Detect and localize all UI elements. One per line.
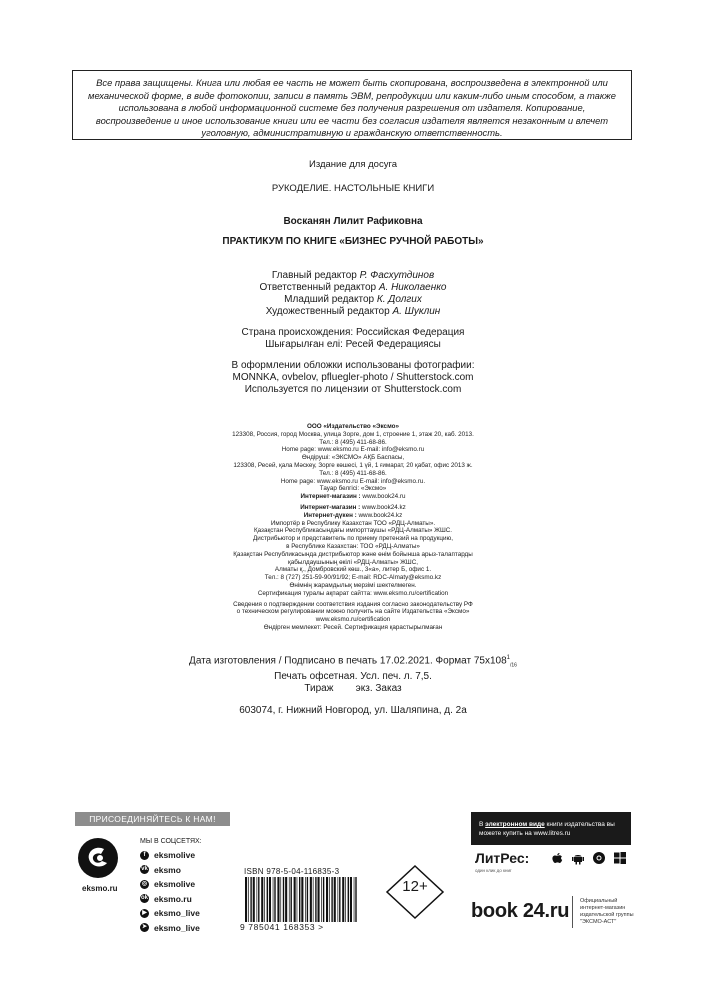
divider [572, 896, 573, 928]
instagram-icon: ◎ [141, 880, 148, 887]
imprint-line [110, 512, 596, 520]
eksmo-logo-icon [78, 836, 118, 880]
imprint-line: Өндірген мемлекет: Ресей. Сертификация қарастырылмаған [263, 623, 443, 631]
book-title: ПРАКТИКУМ ПО КНИГЕ «БИЗНЕС РУЧНОЙ РАБОТЫ» [222, 236, 484, 247]
youtube-icon: ▶ [140, 909, 149, 918]
origin-block [0, 327, 706, 351]
print-info [0, 652, 706, 717]
credit-role: Главный редактор [271, 270, 357, 281]
imprint-line: Қазақстан Республикасындағы импорттаушы «РДЦ-Алматы» ЖШС. [253, 527, 453, 535]
publisher-imprint [110, 423, 596, 635]
credit-line [0, 294, 706, 306]
barcode-bar [250, 877, 251, 922]
barcode-bar [291, 877, 292, 922]
credit-line [0, 270, 706, 282]
credit-person: А. Николаенко [378, 282, 447, 293]
imprint-line: в Республике Казахстан: ТОО «РДЦ-Алматы» [286, 542, 420, 550]
litres-banner[interactable] [471, 812, 631, 845]
copyright-notice: Все права защищены. Книга или любая ее часть не может быть скопирована, воспроизведена в электронной или механической форме, в виде фотокопии, записи в память ЭВМ, репродукции или каким-либо иным способом, а также использована в любой информационной системе без получения разрешения от издателя. Копирование, воспроизведение и иное использование книги или ее части без согласия издателя является незаконным и влечет уголовную, административную и гражданскую ответственность. [72, 70, 632, 140]
litres-link[interactable]: электронном виде [485, 821, 545, 828]
photo-credits [0, 360, 706, 396]
litres-tagline: один клик до книг [475, 868, 512, 873]
barcode-bar [321, 877, 322, 922]
photo-credit-line: Используется по лицензии от Shutterstock.com [244, 384, 462, 395]
facebook-icon: f [140, 851, 149, 860]
credit-person: Р. Фасхутдинов [359, 270, 435, 281]
imprint-line [110, 493, 596, 501]
barcode-bar [261, 877, 263, 922]
barcode-bar [307, 877, 308, 922]
social-link[interactable] [140, 923, 200, 933]
imprint-label: Интернет-магазин : [300, 493, 361, 501]
barcode-bar [258, 877, 259, 922]
imprint-value: www.book24.kz [360, 503, 406, 511]
imprint-line: Өнімнің жарамдылық мерзімі шектелмеген. [289, 581, 417, 589]
social-handle: eksmo [154, 864, 181, 875]
print-date: Дата изготовления / Подписано в печать 17.02.2021. Формат 75x108 [189, 655, 507, 667]
imprint-line: Алматы қ., Домбровский көш., 3«а», литер Б, офис 1. [274, 566, 432, 574]
ok-icon: ok [140, 895, 148, 901]
barcode-bar [315, 877, 316, 922]
barcode-bar [329, 877, 330, 922]
imprint-spacer [110, 632, 596, 635]
barcode-bar [274, 877, 275, 922]
credit-line [0, 282, 706, 294]
barcode-bar [301, 877, 303, 922]
barcode-bar [350, 877, 352, 922]
android-icon [571, 851, 585, 865]
credit-role: Младший редактор [284, 294, 375, 305]
imprint-line: Қазақстан Республикасында дистрибьютор және өнім бойынша арыз-талаптарды [233, 550, 473, 558]
windows-icon [613, 851, 627, 865]
social-link[interactable] [140, 894, 192, 904]
origin-ru: Страна происхождения: Российская Федерация [241, 327, 465, 338]
imprint-line: ООО «Издательство «Эксмо» [306, 423, 399, 430]
imprint-line: www.eksmo.ru/certification [315, 616, 391, 624]
imprint-line: 123308, Ресей, қала Мәскеу, Зорге көшесі, 1 үй, 1 ғимарат, 20 қабат, офис 2013 ж. [233, 461, 473, 469]
apple-icon [550, 851, 564, 865]
barcode-icon [244, 877, 358, 922]
author-name: Восканян Лилит Рафиковна [283, 216, 423, 227]
barcode-bar [253, 877, 255, 922]
social-link[interactable] [140, 850, 195, 860]
barcode-bar [338, 877, 339, 922]
imprint-line: Home page: www.eksmo.ru E-mail: info@eksmo.ru. [280, 477, 426, 485]
credits-block [0, 270, 706, 318]
origin-kz: Шығарылған елі: Ресей Федерациясы [265, 339, 441, 350]
imprint-line: Дистрибьютор и представитель по приему претензий на продукцию, [253, 535, 453, 543]
barcode-bar [354, 877, 355, 922]
barcode-bar [297, 877, 298, 922]
credit-line [0, 306, 706, 318]
imprint-line [110, 504, 596, 512]
barcode-bar [283, 877, 284, 922]
barcode-bar [273, 877, 274, 922]
barcode-bar [299, 877, 300, 922]
photo-credit-line: В оформлении обложки использованы фотографии: [231, 360, 475, 371]
barcode-bar [334, 877, 336, 922]
printer-address: 603074, г. Нижний Новгород, ул. Шаляпина, д. 2а [239, 705, 467, 717]
telegram-icon: ➤ [141, 924, 148, 930]
credit-role: Художественный редактор [265, 306, 390, 317]
barcode-bar [355, 877, 356, 922]
imprint-line: Сведения о подтверждении соответствия издания согласно законодательству РФ [233, 600, 473, 608]
barcode-bar [280, 877, 281, 922]
social-handle: eksmolive [154, 850, 196, 860]
series-title: РУКОДЕЛИЕ. НАСТОЛЬНЫЕ КНИГИ [271, 183, 435, 194]
imprint-line: 123308, Россия, город Москва, улица Зорге, дом 1, строение 1, этаж 20, каб. 2013. [232, 430, 474, 438]
barcode-bar [294, 877, 296, 922]
credit-person: А. Шуклин [392, 306, 441, 317]
book24-note: Официальный интернет-магазин издательской группы "ЭКСМО-АСТ" [580, 898, 634, 925]
barcode-bar [318, 877, 320, 922]
social-link[interactable] [140, 865, 181, 875]
imprint-label: Интернет-дүкен : [303, 511, 357, 519]
barcode-bar [248, 877, 249, 922]
imprint-line: Сертификация туралы ақпарат сайтта: www.eksmo.ru/certification [257, 589, 449, 597]
social-title: МЫ В СОЦСЕТЯХ: [140, 838, 202, 845]
barcode-bar [339, 877, 340, 922]
social-handle: eksmo.ru [154, 893, 192, 904]
vk-icon: vk [141, 866, 148, 872]
imprint-line: Тел.: 8 (495) 411-68-86. [319, 438, 387, 446]
barcode-bar [313, 877, 314, 922]
credit-person: К. Долгих [376, 294, 422, 305]
barcode-bar [345, 877, 346, 922]
imprint-value: www.book24.ru [360, 493, 406, 501]
social-link[interactable] [140, 879, 195, 889]
credit-role: Ответственный редактор [259, 282, 377, 293]
browser-icon [592, 851, 606, 865]
print-type: Печать офсетная. Усл. печ. л. 7,5. [274, 671, 432, 683]
barcode-digits: 9 785041 168353 > [240, 922, 324, 932]
barcode-bar [264, 877, 265, 922]
barcode-bar [257, 877, 258, 922]
format-sub: /16 [509, 662, 517, 669]
photo-credit-line: MONNKA, ovbelov, pfluegler-photo / Shutterstock.com [232, 372, 474, 383]
book24-logo[interactable]: book 24.ru [471, 900, 570, 922]
age-rating: 12+ [402, 878, 428, 895]
barcode-bar [348, 877, 349, 922]
litres-text-post: книги издательства вы можете купить на www.litres.ru [479, 821, 615, 837]
social-link[interactable] [140, 908, 200, 918]
edition-type: Издание для досуга [308, 159, 397, 170]
imprint-line: Home page: www.eksmo.ru E-mail: info@eksmo.ru [281, 446, 425, 454]
barcode-bar [267, 877, 268, 922]
social-handle: eksmo_live [154, 922, 200, 933]
imprint-line: о техническом регулировании можно получить на сайте Издательства «Эксмо» [236, 608, 470, 616]
imprint-line: Импортёр в Республику Казахстан ТОО «РДЦ-Алматы». [270, 519, 436, 527]
barcode-bar [269, 877, 271, 922]
imprint-value: www.book24.kz [356, 511, 403, 519]
imprint-line: Тауар белгісі: «Эксмо» [319, 485, 387, 493]
social-handle: eksmo_live [154, 908, 200, 918]
barcode-bar [245, 877, 247, 922]
format-sup: 1 [506, 655, 510, 661]
barcode-bar [323, 877, 324, 922]
imprint-label: Интернет-магазин : [300, 503, 361, 511]
barcode-bar [310, 877, 312, 922]
litres-text-pre: В [479, 821, 486, 828]
barcode-bar [277, 877, 279, 922]
litres-logo[interactable]: ЛитРес: [475, 850, 530, 866]
imprint-line: Тел.: 8 (727) 251-59-90/91/92; E-mail: RDC-Almaty@eksmo.kz [264, 574, 442, 582]
barcode-bar [285, 877, 287, 922]
barcode-bar [342, 877, 344, 922]
join-us-banner: ПРИСОЕДИНЯЙТЕСЬ К НАМ! [75, 812, 230, 826]
print-run: Тираж экз. Заказ [304, 683, 402, 695]
imprint-line: Тел.: 8 (495) 411-68-86. [319, 469, 387, 477]
barcode-bar [331, 877, 332, 922]
barcode-bar [305, 877, 306, 922]
barcode-bar [326, 877, 328, 922]
print-date-line [0, 652, 706, 671]
social-handle: eksmolive [154, 879, 196, 889]
imprint-line: Өндіруші: «ЭКСМО» АҚБ Баспасы, [301, 454, 405, 462]
eksmo-site-label[interactable]: eksmo.ru [82, 884, 118, 893]
imprint-line: қабылдаушының өкілі «РДЦ-Алматы» ЖШС, [287, 558, 418, 566]
isbn-label: ISBN 978-5-04-116835-3 [244, 867, 340, 876]
barcode-bar [289, 877, 290, 922]
